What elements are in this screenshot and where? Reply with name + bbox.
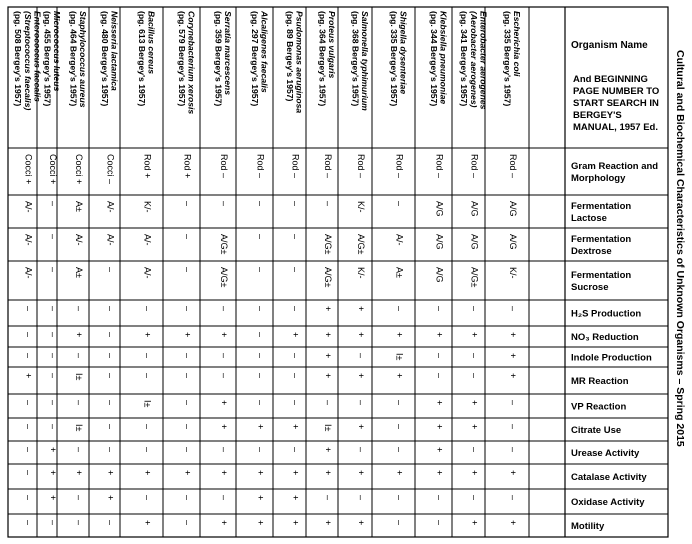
result-value: – bbox=[219, 495, 229, 501]
organism-name: (pg. 464 Bergey's 1957) bbox=[68, 11, 79, 107]
result-value: – bbox=[255, 373, 266, 379]
result-value: Cocci – bbox=[105, 154, 116, 185]
page-title-vertical bbox=[671, 48, 691, 528]
test-label: Fermentation bbox=[571, 201, 632, 212]
result-value: + bbox=[219, 424, 229, 430]
result-value: – bbox=[469, 495, 480, 501]
test-label: Fermentation bbox=[571, 234, 632, 245]
result-value: – bbox=[394, 495, 405, 501]
result-value: – bbox=[508, 306, 518, 312]
result-value: – bbox=[255, 332, 266, 338]
result-value: – bbox=[74, 495, 84, 501]
result-value: A/- bbox=[23, 234, 34, 246]
page-title: Cultural and Biochemical Characteristics of Unknown Organisms – Spring 2015 bbox=[674, 50, 686, 447]
test-label: MR Reaction bbox=[571, 376, 629, 387]
result-value: – bbox=[508, 495, 518, 501]
result-value: – bbox=[356, 495, 366, 501]
result-value: + bbox=[508, 353, 518, 359]
result-value: – bbox=[469, 306, 480, 312]
result-value: + bbox=[356, 373, 366, 379]
result-value: – bbox=[290, 201, 301, 207]
test-label: Dextrose bbox=[571, 246, 612, 257]
result-value: + bbox=[74, 470, 84, 476]
result-value: – bbox=[23, 520, 34, 526]
result-value: – bbox=[48, 400, 58, 406]
organism-name-label: Organism Name bbox=[571, 40, 648, 51]
organism-name: Psudomonas aeruginosa bbox=[294, 11, 305, 114]
result-value: – bbox=[469, 447, 480, 453]
result-value: – bbox=[182, 234, 193, 240]
result-value: A/G± bbox=[219, 267, 229, 288]
search-note-line: PAGE NUMBER TO bbox=[573, 86, 660, 97]
result-value: – bbox=[142, 424, 153, 430]
result-value: – bbox=[394, 447, 405, 453]
result-value: – bbox=[48, 201, 58, 207]
result-value: K/- bbox=[356, 201, 366, 213]
result-value: – bbox=[23, 306, 34, 312]
result-value: + bbox=[434, 424, 445, 430]
result-value: – bbox=[23, 332, 34, 338]
result-value: – bbox=[255, 306, 266, 312]
organism-name: (pg. 344 Bergey's 1957) bbox=[429, 11, 439, 107]
result-value: + bbox=[290, 332, 301, 338]
result-value: Rod + bbox=[182, 154, 193, 179]
organism-name: Klebsiella pneumoniae bbox=[438, 11, 449, 105]
organism-name: Enterobacter aerogenes bbox=[478, 11, 489, 110]
test-label: Morphology bbox=[571, 173, 626, 184]
result-value: – bbox=[74, 520, 84, 526]
result-value: – bbox=[434, 520, 445, 526]
result-value: – bbox=[323, 201, 333, 207]
organism-name: (Streptococcus faecalis) bbox=[22, 11, 33, 111]
result-value: Rod – bbox=[508, 154, 518, 179]
test-label: Citrate Use bbox=[571, 425, 622, 436]
result-value: – bbox=[255, 234, 266, 240]
result-value: A/- bbox=[23, 267, 34, 279]
result-value: Rod – bbox=[434, 154, 445, 179]
result-value: – bbox=[394, 520, 405, 526]
result-value: K/- bbox=[356, 267, 366, 279]
result-value: – bbox=[48, 424, 58, 430]
result-value: – bbox=[182, 520, 193, 526]
result-value: – bbox=[434, 306, 445, 312]
organism-name: Salmonella typhimurium bbox=[360, 11, 371, 111]
result-value: – bbox=[48, 306, 58, 312]
result-value: – bbox=[255, 267, 266, 273]
result-value: + bbox=[323, 447, 333, 453]
result-value: + bbox=[323, 373, 333, 379]
result-value: I± bbox=[142, 400, 153, 408]
result-value: – bbox=[394, 424, 405, 430]
result-value: – bbox=[508, 447, 518, 453]
result-value: – bbox=[219, 306, 229, 312]
result-value: A/- bbox=[105, 201, 116, 213]
result-value: + bbox=[508, 332, 518, 338]
result-value: A/- bbox=[105, 234, 116, 246]
result-value: + bbox=[48, 447, 58, 453]
result-value: + bbox=[508, 520, 518, 526]
result-value: – bbox=[23, 424, 34, 430]
result-value: – bbox=[74, 447, 84, 453]
result-value: + bbox=[356, 470, 366, 476]
result-value: A/G bbox=[508, 201, 518, 217]
organism-name: (pg. 613 Bergey's 1957) bbox=[137, 11, 147, 107]
result-value: + bbox=[105, 495, 116, 501]
result-value: – bbox=[105, 267, 116, 273]
result-value: – bbox=[255, 353, 266, 359]
result-value: – bbox=[182, 306, 193, 312]
result-value: + bbox=[142, 470, 153, 476]
result-value: – bbox=[508, 400, 518, 406]
result-value: – bbox=[74, 400, 84, 406]
result-value: + bbox=[356, 520, 366, 526]
organism-name: (pg. 359 Bergey's 1957) bbox=[213, 11, 224, 107]
result-value: – bbox=[48, 332, 58, 338]
result-value: – bbox=[290, 267, 301, 273]
result-value: – bbox=[255, 447, 266, 453]
result-value: – bbox=[105, 424, 116, 430]
result-value: + bbox=[508, 373, 518, 379]
result-value: Rod – bbox=[255, 154, 266, 179]
test-label: VP Reaction bbox=[571, 401, 627, 413]
result-value: + bbox=[255, 470, 266, 476]
result-value: + bbox=[434, 400, 445, 406]
result-value: A/G bbox=[469, 201, 480, 217]
organism-name: Serratia marcescens bbox=[223, 11, 234, 96]
organism-name: Corynebacterium xerosis bbox=[186, 11, 197, 115]
result-value: – bbox=[182, 400, 193, 406]
organism-name: Enterococcus faecalis bbox=[32, 11, 43, 102]
result-value: + bbox=[394, 373, 405, 379]
result-value: – bbox=[434, 353, 445, 359]
search-note-line: MANUAL, 1957 Ed. bbox=[573, 122, 658, 133]
result-value: – bbox=[23, 470, 34, 476]
result-value: I± bbox=[394, 353, 405, 361]
result-value: – bbox=[182, 495, 193, 501]
organism-name: Neisseria lactamica bbox=[109, 11, 120, 91]
result-value: + bbox=[219, 470, 229, 476]
result-value: – bbox=[356, 400, 366, 406]
result-value: – bbox=[105, 520, 116, 526]
result-value: A/G bbox=[469, 234, 480, 250]
result-value: + bbox=[48, 495, 58, 501]
result-value: – bbox=[508, 424, 518, 430]
test-label: H₂S Production bbox=[571, 308, 642, 320]
result-value: – bbox=[142, 495, 153, 501]
result-value: – bbox=[142, 373, 153, 379]
result-value: Cocci + bbox=[48, 154, 58, 185]
result-value: + bbox=[290, 424, 301, 430]
result-value: I± bbox=[74, 373, 84, 381]
result-value: + bbox=[255, 495, 266, 501]
result-value: + bbox=[508, 470, 518, 476]
test-label: Oxidase Activity bbox=[571, 497, 645, 508]
result-value: – bbox=[23, 353, 34, 359]
result-value: + bbox=[23, 373, 34, 379]
test-label: Lactose bbox=[571, 213, 607, 224]
result-value: Rod – bbox=[469, 154, 480, 179]
result-value: – bbox=[219, 201, 229, 207]
result-value: + bbox=[323, 353, 333, 359]
result-value: A/G± bbox=[323, 234, 333, 255]
result-value: + bbox=[323, 306, 333, 312]
result-value: K/- bbox=[142, 201, 153, 213]
result-value: + bbox=[290, 520, 301, 526]
result-value: Cocci + bbox=[23, 154, 34, 185]
result-value: + bbox=[356, 424, 366, 430]
result-value: + bbox=[105, 470, 116, 476]
result-value: – bbox=[48, 373, 58, 379]
result-value: – bbox=[394, 306, 405, 312]
organism-name: (Aerobacter aerogenes) bbox=[468, 11, 479, 108]
organism-name: (pg. 579 Bergey's 1957) bbox=[177, 11, 187, 107]
organism-name: (pg. 455 Bergey's 1957) bbox=[42, 11, 53, 107]
organism-name: (pg. 368 Bergey's 1957) bbox=[350, 11, 361, 107]
search-note-line: BERGEY'S bbox=[573, 110, 622, 121]
result-value: – bbox=[255, 201, 266, 207]
result-value: – bbox=[290, 373, 301, 379]
result-value: A± bbox=[74, 201, 84, 212]
organism-name: (pg. 364 Bergey's 1957) bbox=[317, 11, 328, 107]
result-value: + bbox=[323, 470, 333, 476]
result-value: – bbox=[394, 201, 405, 207]
result-value: + bbox=[219, 400, 229, 406]
result-value: – bbox=[182, 267, 193, 273]
result-value: Rod – bbox=[356, 154, 366, 179]
result-value: + bbox=[356, 306, 366, 312]
search-note-line: START SEARCH IN bbox=[573, 98, 659, 109]
organism-name: Alcaligenes faecalis bbox=[259, 11, 270, 93]
result-value: – bbox=[255, 400, 266, 406]
result-value: + bbox=[290, 470, 301, 476]
result-value: A± bbox=[394, 267, 405, 278]
result-value: – bbox=[323, 400, 333, 406]
result-value: + bbox=[434, 470, 445, 476]
organism-name: (pg. 335 Bergey's 1957) bbox=[389, 11, 399, 107]
result-value: – bbox=[105, 332, 116, 338]
result-value: – bbox=[290, 400, 301, 406]
organism-name: (pg. 297 Bergey's 1957) bbox=[250, 11, 260, 107]
result-value: – bbox=[469, 373, 480, 379]
organism-name: (pg. 335 Bergey's 1957) bbox=[502, 11, 513, 107]
organism-name: Proteus vulgaris bbox=[327, 11, 338, 79]
result-value: A/- bbox=[142, 234, 153, 246]
result-value: + bbox=[469, 470, 480, 476]
result-value: – bbox=[23, 400, 34, 406]
result-value: Rod – bbox=[394, 154, 405, 179]
organism-name: (pg. 480 Bergey's 1957) bbox=[100, 11, 110, 107]
result-value: – bbox=[182, 353, 193, 359]
organism-name: Shigella dysenteriae bbox=[398, 11, 409, 95]
test-label: Catalase Activity bbox=[571, 472, 647, 483]
result-value: – bbox=[74, 306, 84, 312]
result-value: – bbox=[142, 306, 153, 312]
result-value: – bbox=[182, 201, 193, 207]
test-label: Fermentation bbox=[571, 270, 632, 281]
result-value: + bbox=[434, 447, 445, 453]
result-value: – bbox=[105, 447, 116, 453]
result-value: + bbox=[356, 332, 366, 338]
result-value: – bbox=[48, 353, 58, 359]
result-value: – bbox=[48, 267, 58, 273]
test-label: Motility bbox=[571, 521, 605, 532]
organism-name: (pg. 89 Bergey's 1957) bbox=[285, 11, 295, 102]
result-value: + bbox=[469, 520, 480, 526]
result-value: – bbox=[142, 447, 153, 453]
result-value: + bbox=[469, 424, 480, 430]
result-value: + bbox=[255, 424, 266, 430]
organism-name: Escherichia coli bbox=[512, 11, 523, 77]
result-value: + bbox=[469, 332, 480, 338]
organism-name: Micrococcus luteus bbox=[52, 11, 63, 92]
organism-name: Bacillus cereus bbox=[146, 11, 157, 75]
result-value: A/G bbox=[434, 201, 445, 217]
result-value: A/G± bbox=[219, 234, 229, 255]
result-value: – bbox=[356, 353, 366, 359]
result-value: A/G bbox=[434, 267, 445, 283]
result-value: – bbox=[219, 353, 229, 359]
result-value: I± bbox=[74, 424, 84, 432]
result-value: + bbox=[142, 520, 153, 526]
result-value: – bbox=[48, 234, 58, 240]
result-value: Rod – bbox=[219, 154, 229, 179]
test-label: Sucrose bbox=[571, 282, 609, 293]
result-value: – bbox=[182, 424, 193, 430]
organism-name: (pg. 341 Bergey's 1957) bbox=[459, 11, 470, 107]
search-note-line: And BEGINNING bbox=[573, 74, 648, 85]
result-value: + bbox=[219, 332, 229, 338]
result-value: – bbox=[182, 447, 193, 453]
result-value: – bbox=[105, 400, 116, 406]
organism-name: Staphylococcus aureus bbox=[78, 11, 89, 108]
result-value: + bbox=[182, 332, 193, 338]
result-value: – bbox=[356, 447, 366, 453]
result-value: A/G± bbox=[469, 267, 480, 288]
result-value: + bbox=[142, 332, 153, 338]
result-value: + bbox=[394, 470, 405, 476]
result-value: A± bbox=[74, 267, 84, 278]
result-value: A/G bbox=[434, 234, 445, 250]
result-value: + bbox=[219, 520, 229, 526]
result-value: A/- bbox=[394, 234, 405, 246]
result-value: Rod – bbox=[290, 154, 301, 179]
result-value: + bbox=[290, 495, 301, 501]
result-value: Rod – bbox=[323, 154, 333, 179]
result-value: + bbox=[74, 332, 84, 338]
test-label: NO₃ Reduction bbox=[571, 332, 639, 343]
result-cells bbox=[24, 154, 519, 525]
result-value: A/- bbox=[23, 201, 34, 213]
result-value: A/- bbox=[142, 267, 153, 279]
result-value: A/- bbox=[74, 234, 84, 246]
result-value: – bbox=[74, 353, 84, 359]
result-value: – bbox=[434, 373, 445, 379]
result-value: – bbox=[469, 353, 480, 359]
result-value: – bbox=[434, 495, 445, 501]
test-label: Urease Activity bbox=[571, 448, 640, 459]
result-value: – bbox=[394, 400, 405, 406]
result-value: A/G± bbox=[323, 267, 333, 288]
result-value: K/- bbox=[508, 267, 518, 279]
result-value: – bbox=[105, 373, 116, 379]
result-value: – bbox=[142, 353, 153, 359]
result-value: + bbox=[469, 400, 480, 406]
bergey-search-note bbox=[573, 74, 659, 133]
result-value: + bbox=[394, 332, 405, 338]
result-value: – bbox=[290, 306, 301, 312]
organism-name: (pg. 508 Bergey's 1957) bbox=[13, 11, 24, 107]
result-value: Cocci + bbox=[74, 154, 84, 185]
result-value: – bbox=[105, 306, 116, 312]
result-value: + bbox=[323, 332, 333, 338]
result-value: + bbox=[434, 332, 445, 338]
test-label: Gram Reaction and bbox=[571, 161, 659, 172]
result-value: – bbox=[219, 373, 229, 379]
result-value: – bbox=[323, 495, 333, 501]
table-header-column bbox=[571, 40, 659, 133]
result-value: A/G± bbox=[356, 234, 366, 255]
result-value: Rod + bbox=[142, 154, 153, 179]
organism-columns bbox=[13, 10, 522, 114]
result-value: – bbox=[219, 447, 229, 453]
result-value: – bbox=[48, 520, 58, 526]
result-value: + bbox=[182, 470, 193, 476]
result-value: A/G bbox=[508, 234, 518, 250]
result-value: – bbox=[290, 353, 301, 359]
result-value: I± bbox=[323, 424, 333, 432]
result-value: + bbox=[48, 470, 58, 476]
result-value: – bbox=[23, 495, 34, 501]
result-value: – bbox=[23, 447, 34, 453]
result-value: – bbox=[105, 353, 116, 359]
result-value: – bbox=[290, 447, 301, 453]
result-value: + bbox=[323, 520, 333, 526]
result-value: + bbox=[255, 520, 266, 526]
result-value: – bbox=[290, 234, 301, 240]
result-value: – bbox=[182, 373, 193, 379]
test-label: Indole Production bbox=[571, 352, 652, 364]
